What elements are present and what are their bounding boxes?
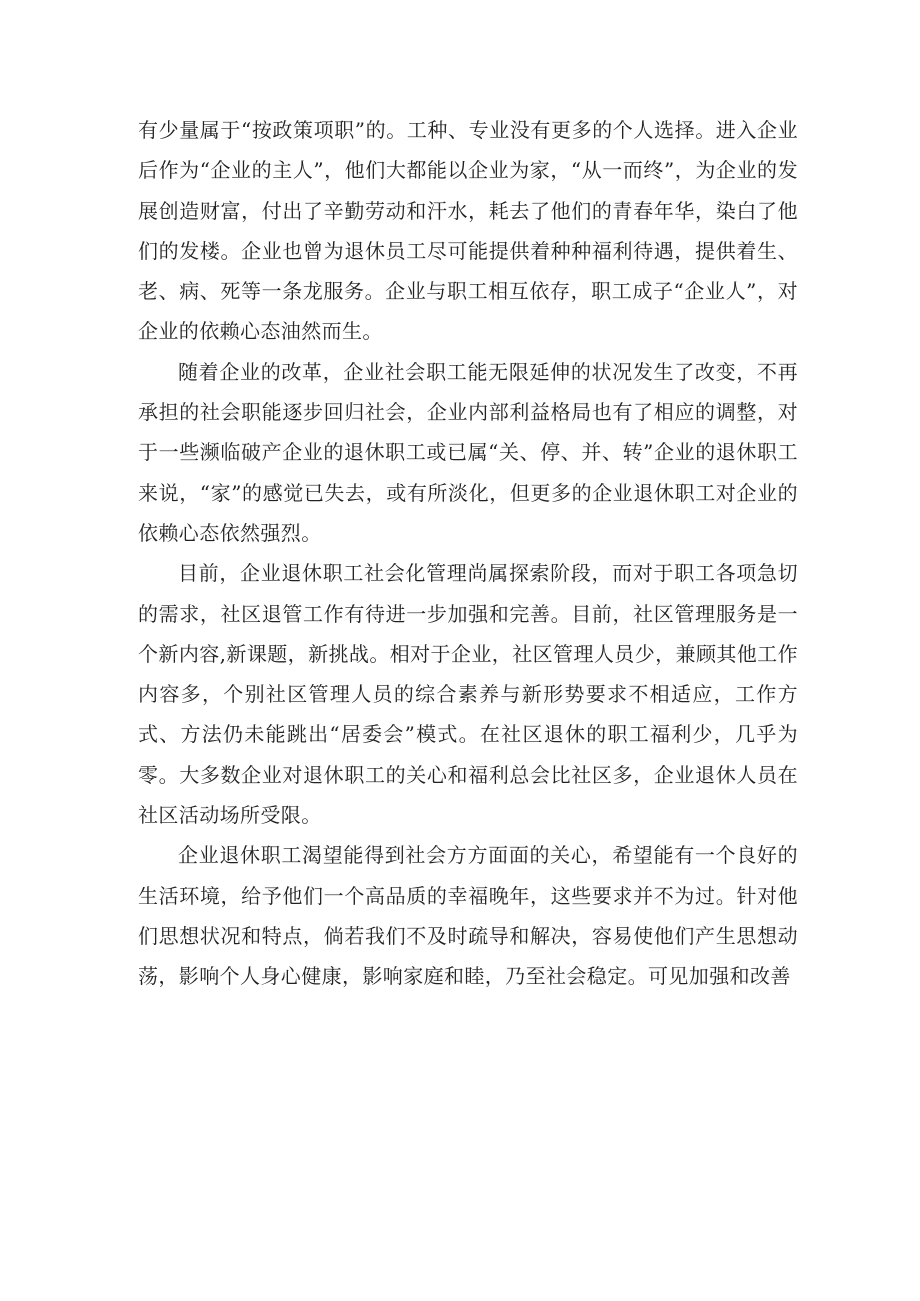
paragraph-3: 目前，企业退休职工社会化管理尚属探索阶段，而对于职工各项急切的需求，社区退管工作有待进一步加强和完善。目前，社区管理服务是一个新内容,新课题，新挑战。相对于企业，社区管理人员少，兼顾其他工作内容多，个别社区管理人员的综合素养与新形势要求不相适应，工作方式、方法仍未能跳出“居委会”模式。在社区退休的职工福利少，几乎为零。大多数企业对退休职工的关心和福利总会比社区多，企业退休人员在社区活动场所受限。 [138, 561, 798, 828]
paragraph-4: 企业退休职工渴望能得到社会方方面面的关心，希望能有一个良好的生活环境，给予他们一个高品质的幸福晚年，这些要求并不为过。针对他们思想状况和特点，倘若我们不及时疏导和解决，容易使他们产生思想动荡，影响个人身心健康，影响家庭和睦，乃至社会稳定。可见加强和改善 [138, 843, 798, 989]
paragraph-1: 有少量属于“按政策项职”的。工种、专业没有更多的个人选择。进入企业后作为“企业的主人”，他们大都能以企业为家，“从一而终”，为企业的发展创造财富，付出了辛勤劳动和汗水，耗去了他们的青春年华，染白了他们的发楼。企业也曾为退休员工尽可能提供着种种福利待遇，提供着生、老、病、死等一条龙服务。企业与职工相互依存，职工成子“企业人”，对企业的依赖心态油然而生。 [138, 118, 798, 344]
body-text [138, 110, 798, 997]
paragraph-2: 随着企业的改革，企业社会职工能无限延伸的状况发生了改变，不再承担的社会职能逐步回归社会，企业内部利益格局也有了相应的调整，对于一些濒临破产企业的退休职工或已属“关、停、并、转”企业的退休职工来说，“家”的感觉已失去，或有所淡化，但更多的企业退休职工对企业的依赖心态依然强烈。 [138, 359, 798, 545]
